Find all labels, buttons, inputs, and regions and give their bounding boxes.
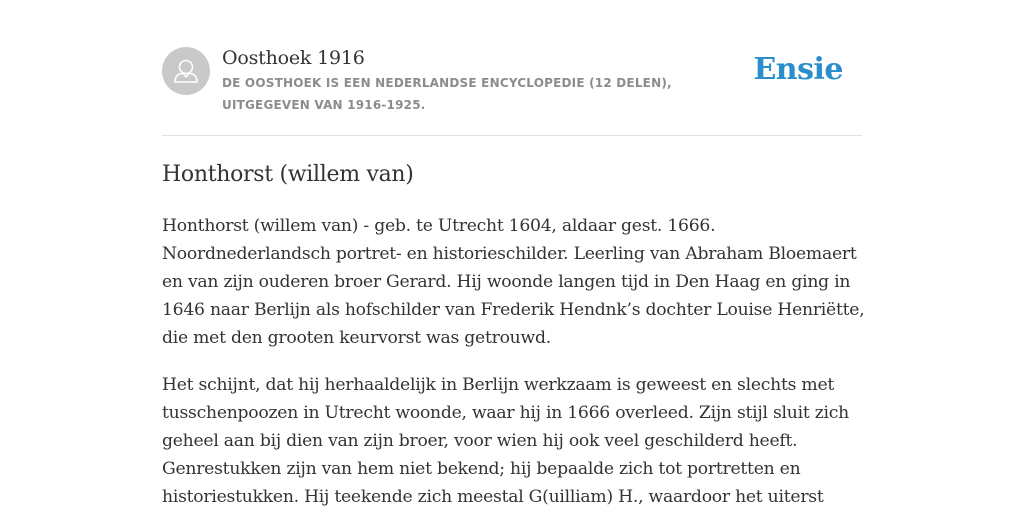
avatar[interactable] <box>162 47 210 95</box>
source-description: DE OOSTHOEK IS EEN NEDERLANDSE ENCYCLOPEDIE (12 DELEN), UITGEGEVEN VAN 1916-1925. <box>222 76 672 112</box>
entry-paragraph: Honthorst (willem van) - geb. te Utrecht 1604, aldaar gest. 1666. Noordnederlandsch portret- en historieschilder. Leerling van Abraham Bloemaert en van zijn ouderen broer Gerard. Hij woonde langen tijd in Den Haag en ging in 1646 naar Berlijn als hofschilder van Frederik Hendnk’s dochter Louise Henriëtte, die met den grooten keurvorst was getrouwd. <box>162 216 865 348</box>
page-title: Honthorst (willem van) <box>162 162 414 187</box>
source-header <box>162 46 862 136</box>
source-title[interactable]: Oosthoek 1916 <box>222 47 365 69</box>
header-divider <box>162 135 862 136</box>
entry-content <box>162 212 867 512</box>
brand-logo[interactable]: Ensie <box>753 52 843 87</box>
user-icon <box>162 47 210 95</box>
entry-paragraph: Het schijnt, dat hij herhaaldelijk in Berlijn werkzaam is geweest en slechts met tusschenpoozen in Utrecht woonde, waar hij in 1666 overleed. Zijn stijl sluit zich geheel aan bij dien van zijn broer, voor wien hij ook veel geschilderd heeft. Genrestukken zijn van hem niet bekend; hij bepaalde zich tot portretten en historiestukken. Hij teekende zich meestal G(uilliam) H., waardoor het uiterst <box>162 375 849 507</box>
